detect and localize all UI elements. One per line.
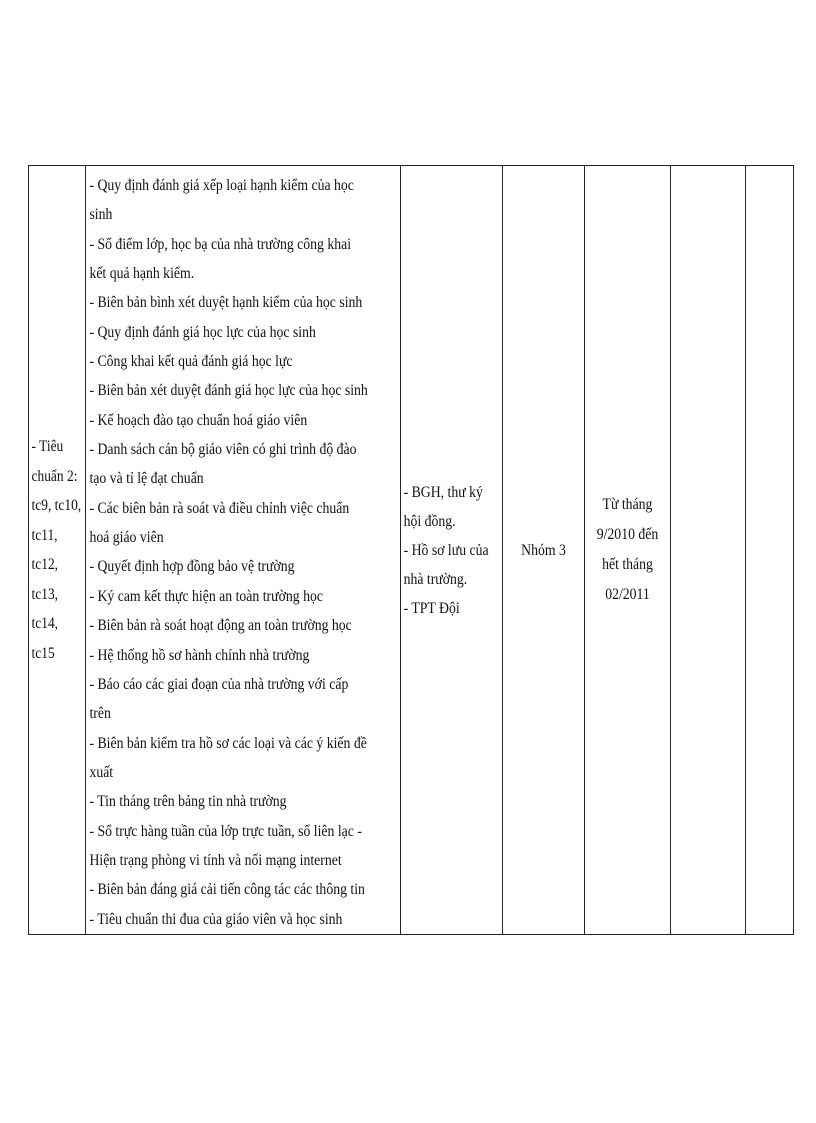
evidence-line: - Quy định đánh giá xếp loại hạnh kiểm của học — [89, 177, 354, 194]
criteria-line: tc9, tc10, — [31, 497, 82, 514]
empty-cell-6 — [671, 166, 746, 935]
evidence-line: sinh — [89, 206, 113, 224]
evidence-line: - Kế hoạch đào tạo chuẩn hoá giáo viên — [89, 411, 308, 429]
time-line: 9/2010 đến — [596, 526, 659, 543]
evidence-line: - Quyết định hợp đồng bảo vệ trường — [89, 558, 295, 576]
criteria-line: tc15 — [31, 644, 55, 662]
evidence-line: xuất — [89, 763, 114, 781]
evidence-list — [86, 166, 400, 934]
responsible-line: - Hồ sơ lưu của — [403, 541, 489, 559]
evidence-line: - Ký cam kết thực hiện an toàn trường học — [89, 587, 323, 605]
empty-cell-7 — [746, 166, 794, 935]
evidence-line: - Các biên bản rà soát và điều chỉnh việc chuẩn — [89, 499, 350, 517]
evidence-line: - Tiêu chuẩn thi đua của giáo viên và học sinh — [89, 910, 343, 928]
criteria-line: chuẩn 2: — [31, 467, 78, 485]
responsible-line: nhà trường. — [403, 570, 468, 588]
time-line: 02/2011 — [605, 586, 650, 603]
evidence-line: hoá giáo viên — [89, 529, 164, 547]
responsible-cell — [401, 166, 503, 935]
evidence-line: - Công khai kết quả đánh giá học lực — [89, 353, 293, 371]
criteria-line: tc12, — [31, 556, 59, 573]
evidence-line: trên — [89, 705, 111, 723]
evidence-line: - Hệ thống hồ sơ hành chính nhà trường — [89, 646, 310, 664]
criteria-cell — [29, 166, 86, 935]
evidence-line: Hiện trạng phòng vi tính và nối mạng internet — [89, 851, 342, 869]
time-line: Từ tháng — [602, 496, 653, 513]
responsible-line: - BGH, thư ký — [403, 483, 483, 501]
evidence-line: - Sổ trực hàng tuần của lớp trực tuần, sổ liên lạc - — [89, 822, 362, 840]
evidence-cell — [86, 166, 401, 935]
evidence-line: - Báo cáo các giai đoạn của nhà trường với cấp — [89, 675, 349, 693]
evidence-line: - Biên bản đáng giá cải tiến công tác các thông tin — [89, 881, 365, 899]
evidence-line: - Tin tháng trên bảng tin nhà trường — [89, 793, 287, 811]
group-cell — [503, 166, 585, 935]
responsible-line: - TPT Đội — [403, 599, 460, 617]
evidence-line: tạo và tỉ lệ đạt chuẩn — [89, 470, 204, 488]
evidence-line: - Biên bản kiểm tra hồ sơ các loại và các ý kiến đề — [89, 734, 367, 752]
responsible-line: hội đồng. — [403, 512, 456, 530]
criteria-line: tc11, — [31, 526, 58, 544]
evidence-line: - Biên bản rà soát hoạt động an toàn trường học — [89, 617, 352, 635]
group-label: Nhóm 3 — [521, 541, 566, 559]
evidence-line: kết quả hạnh kiểm. — [89, 265, 195, 283]
table-row — [29, 166, 794, 935]
evidence-line: - Biên bản bình xét duyệt hạnh kiểm của học sinh — [89, 294, 363, 312]
evidence-line: - Danh sách cán bộ giáo viên có ghi trình độ đào — [89, 441, 357, 459]
evidence-line: - Sổ điểm lớp, học bạ của nhà trường công khai — [89, 235, 352, 253]
criteria-line: - Tiêu — [31, 438, 64, 455]
time-cell — [585, 166, 671, 935]
time-line: hết tháng — [602, 556, 653, 573]
evidence-table — [28, 165, 794, 935]
evidence-line: - Quy định đánh giá học lực của học sinh — [89, 323, 316, 341]
evidence-line: - Biên bản xét duyệt đánh giá học lực của học sinh — [89, 382, 368, 400]
criteria-line: tc13, — [31, 585, 59, 603]
criteria-line: tc14, — [31, 615, 59, 632]
